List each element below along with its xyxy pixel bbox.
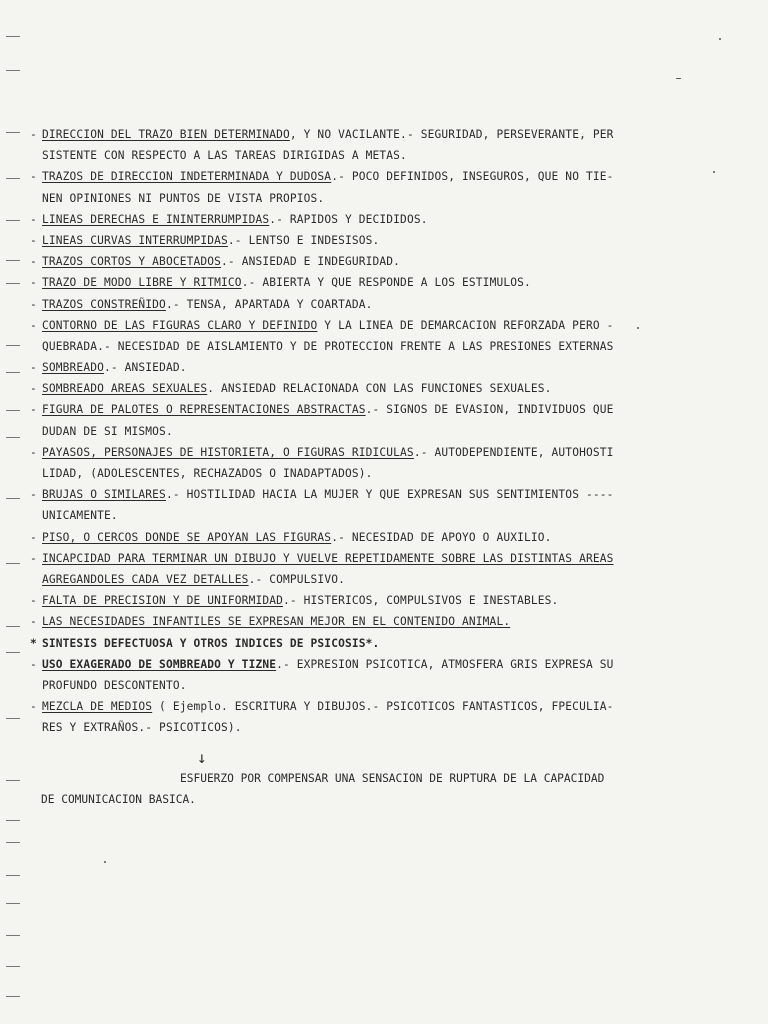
line-text: .- HOSTILIDAD HACIA LA MUJER Y QUE EXPRESAN SUS SENTIMIENTOS ----: [165, 488, 614, 502]
closing-line-2: DE COMUNICACION BASICA.: [41, 793, 196, 806]
text-line: [30, 611, 630, 632]
line-text: LIDAD, (ADOLESCENTES, RECHAZADOS O INADAPTADOS).: [42, 467, 373, 480]
underlined-term: CONTORNO DE LAS FIGURAS CLARO Y DEFINIDO: [42, 318, 318, 332]
margin-mark: [6, 220, 20, 221]
underlined-term: FALTA DE PRECISION Y DE UNIFORMIDAD: [42, 594, 283, 608]
line-text: .- ANSIEDAD.: [103, 361, 187, 375]
line-text: .- SIGNOS DE EVASION, INDIVIDUOS QUE: [365, 403, 614, 417]
line-bullet: -: [30, 382, 37, 396]
underlined-term: BRUJAS O SIMILARES: [42, 488, 166, 502]
line-bullet: -: [30, 297, 37, 311]
margin-mark: [6, 652, 20, 653]
underlined-term: PAYASOS, PERSONAJES DE HISTORIETA, O FIGURAS RIDICULAS: [42, 445, 414, 459]
margin-mark: [6, 178, 20, 179]
line-bullet: -: [30, 318, 37, 332]
text-line: [30, 124, 630, 145]
line-text: .- ANSIEDAD E INDEGURIDAD.: [221, 255, 401, 269]
line-text: QUEBRADA.- NECESIDAD DE AISLAMIENTO Y DE PROTECCION FRENTE A LAS PRESIONES EXTERNAS: [42, 339, 614, 353]
scan-speck: [676, 78, 681, 79]
line-bullet: -: [30, 170, 37, 184]
underlined-term: SOMBREADO AREAS SEXUALES: [42, 382, 208, 396]
text-line: [30, 294, 630, 315]
line-text: .- NECESIDAD DE APOYO O AUXILIO.: [331, 530, 552, 544]
underlined-term: TRAZO DE MODO LIBRE Y RITMICO: [42, 276, 242, 290]
line-bullet: -: [30, 276, 37, 290]
line-text: .- AUTODEPENDIENTE, AUTOHOSTI: [413, 445, 614, 459]
text-line: [30, 272, 630, 293]
line-bullet: -: [30, 255, 37, 269]
line-bullet: -: [30, 551, 37, 565]
margin-mark: [6, 820, 20, 821]
text-line: [30, 336, 630, 357]
margin-mark: [6, 70, 20, 71]
line-bullet: *: [30, 636, 37, 650]
margin-mark: [6, 842, 20, 843]
margin-mark: [6, 563, 20, 564]
text-line: [30, 230, 630, 251]
underlined-term: USO EXAGERADO DE SOMBREADO Y TIZNE: [42, 657, 277, 671]
margin-mark: [6, 966, 20, 967]
line-text: .- TENSA, APARTADA Y COARTADA.: [165, 297, 373, 311]
text-line: [30, 357, 630, 378]
line-text: , Y NO VACILANTE.- SEGURIDAD, PERSEVERANTE, PER: [289, 128, 614, 141]
margin-mark: [6, 996, 20, 997]
text-line: [30, 378, 630, 399]
margin-marks: [6, 0, 30, 1024]
underlined-term: TRAZOS CONSTREÑIDO: [42, 297, 166, 311]
line-text: ( Ejemplo. ESCRITURA Y DIBUJOS.- PSICOTICOS FANTASTICOS, FPECULIA-: [152, 700, 614, 714]
margin-mark: [6, 410, 20, 411]
line-text: .- POCO DEFINIDOS, INSEGUROS, QUE NO TIE-: [331, 170, 614, 184]
text-line: [30, 463, 630, 484]
text-line: [30, 484, 630, 505]
line-bullet: -: [30, 403, 37, 417]
text-line: [30, 188, 630, 209]
margin-mark: [6, 345, 20, 346]
text-line: [30, 505, 630, 526]
underlined-term: INCAPCIDAD PARA TERMINAR UN DIBUJO Y VUELVE REPETIDAMENTE SOBRE LAS DISTINTAS AREAS: [42, 551, 614, 565]
line-bullet: -: [30, 128, 37, 141]
text-line: [30, 675, 630, 696]
line-text: SINTESIS DEFECTUOSA Y OTROS INDICES DE PSICOSIS*.: [42, 636, 380, 650]
margin-mark: [6, 780, 20, 781]
closing-line-1: ESFUERZO POR COMPENSAR UNA SENSACION DE RUPTURA DE LA CAPACIDAD: [180, 772, 605, 785]
text-line: [30, 145, 630, 166]
text-line: [30, 527, 630, 548]
line-bullet: -: [30, 233, 37, 247]
margin-mark: [6, 36, 20, 37]
handwritten-arrow-icon: ↓: [197, 748, 207, 767]
scan-speck: [637, 327, 639, 329]
margin-mark: [6, 283, 20, 284]
scan-speck: [104, 861, 106, 863]
text-line: [30, 442, 630, 463]
line-bullet: -: [30, 212, 37, 226]
line-bullet: -: [30, 530, 37, 544]
text-line: [30, 569, 630, 590]
underlined-term: LINEAS CURVAS INTERRUMPIDAS: [42, 233, 228, 247]
text-line: [30, 717, 630, 738]
line-text: . ANSIEDAD RELACIONADA CON LAS FUNCIONES SEXUALES.: [207, 382, 552, 396]
text-line: [30, 251, 630, 272]
line-text: UNICAMENTE.: [42, 509, 118, 523]
line-text: .- COMPULSIVO.: [248, 572, 345, 586]
margin-mark: [6, 935, 20, 936]
margin-mark: [6, 372, 20, 373]
text-line: [30, 421, 630, 442]
line-text: Y LA LINEA DE DEMARCACION REFORZADA PERO -: [317, 318, 614, 332]
underlined-term: SOMBREADO: [42, 361, 104, 375]
line-bullet: -: [30, 594, 37, 608]
text-line: [30, 166, 630, 187]
underlined-term: PISO, O CERCOS DONDE SE APOYAN LAS FIGURAS: [42, 530, 332, 544]
underlined-term: DIRECCION DEL TRAZO BIEN DETERMINADO: [42, 128, 290, 141]
line-bullet: -: [30, 700, 37, 714]
text-line: [30, 315, 630, 336]
underlined-term: LINEAS DERECHAS E ININTERRUMPIDAS: [42, 212, 270, 226]
line-text: RES Y EXTRAÑOS.- PSICOTICOS).: [42, 721, 242, 735]
text-line: [30, 696, 630, 717]
line-bullet: -: [30, 361, 37, 375]
line-text: SISTENTE CON RESPECTO A LAS TAREAS DIRIGIDAS A METAS.: [42, 149, 407, 163]
text-line: [30, 209, 630, 230]
margin-mark: [6, 437, 20, 438]
margin-mark: [6, 260, 20, 261]
document-body: [30, 124, 630, 738]
line-text: PROFUNDO DESCONTENTO.: [42, 678, 187, 692]
margin-mark: [6, 718, 20, 719]
line-bullet: -: [30, 488, 37, 502]
text-line: [30, 399, 630, 420]
text-line: [30, 590, 630, 611]
line-text: .- EXPRESION PSICOTICA, ATMOSFERA GRIS EXPRESA SU: [276, 657, 614, 671]
margin-mark: [6, 875, 20, 876]
underlined-term: AGREGANDOLES CADA VEZ DETALLES: [42, 572, 249, 586]
underlined-term: TRAZOS CORTOS Y ABOCETADOS: [42, 255, 222, 269]
underlined-term: FIGURA DE PALOTES O REPRESENTACIONES ABSTRACTAS: [42, 403, 366, 417]
line-bullet: -: [30, 657, 37, 671]
scan-speck: [719, 38, 721, 40]
line-text: NEN OPINIONES NI PUNTOS DE VISTA PROPIOS.: [42, 191, 325, 205]
underlined-term: MEZCLA DE MEDIOS: [42, 700, 153, 714]
underlined-term: TRAZOS DE DIRECCION INDETERMINADA Y DUDOSA: [42, 170, 332, 184]
line-bullet: -: [30, 615, 37, 629]
text-line: [30, 654, 630, 675]
margin-mark: [6, 903, 20, 904]
margin-mark: [6, 626, 20, 627]
scan-speck: [713, 171, 715, 173]
underlined-term: LAS NECESIDADES INFANTILES SE EXPRESAN MEJOR EN EL CONTENIDO ANIMAL.: [42, 615, 511, 629]
margin-mark: [6, 498, 20, 499]
margin-mark: [6, 132, 20, 133]
line-text: .- LENTSO E INDESISOS.: [227, 233, 380, 247]
text-line: [30, 633, 630, 654]
text-line: [30, 548, 630, 569]
line-text: .- HISTERICOS, COMPULSIVOS E INESTABLES.: [283, 594, 559, 608]
line-text: .- RAPIDOS Y DECIDIDOS.: [269, 212, 428, 226]
line-text: .- ABIERTA Y QUE RESPONDE A LOS ESTIMULOS.: [241, 276, 531, 290]
line-bullet: -: [30, 445, 37, 459]
line-text: DUDAN DE SI MISMOS.: [42, 424, 173, 438]
